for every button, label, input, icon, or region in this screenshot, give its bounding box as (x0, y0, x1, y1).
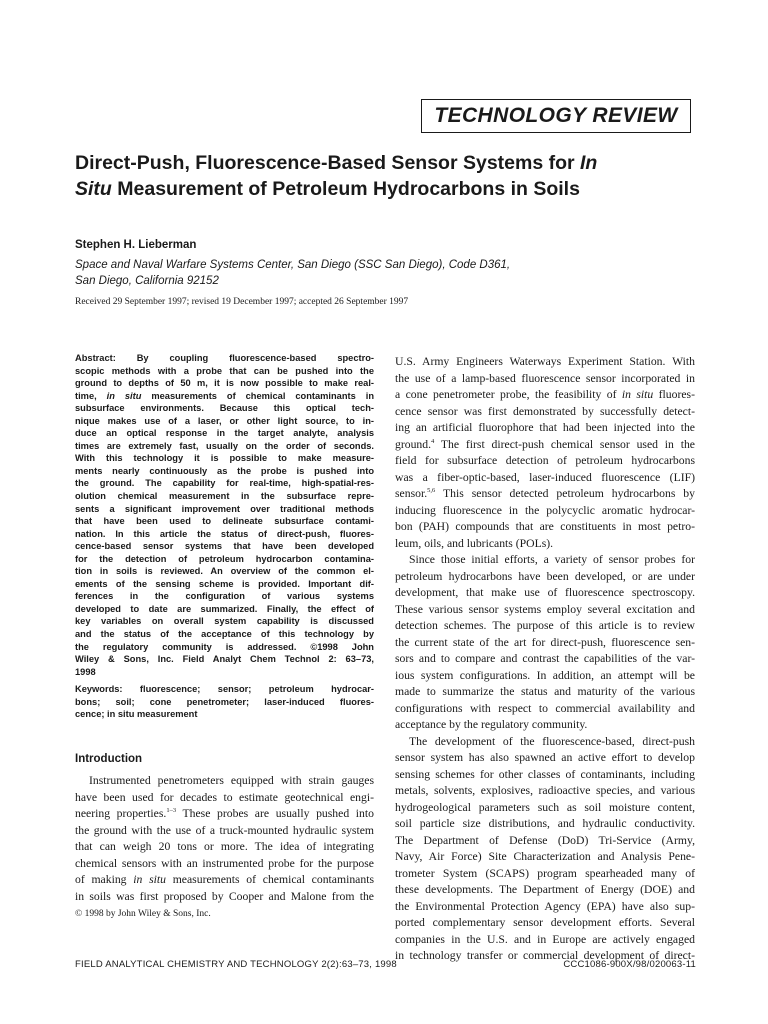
author-name: Stephen H. Lieberman (75, 239, 197, 251)
author-affiliation: Space and Naval Warfare Systems Center, San Diego (SSC San Diego), Code D361, San Diego, California 92152 (75, 259, 511, 287)
ccc-code-footer: CCC1086-900X/98/020063-11 (563, 959, 696, 970)
introduction-text: Instrumented penetrometers equipped with strain gauges have been used for decades to estimate geotechnical engi- neering properties.$^{1-3}$ These probes are usually pushed into the ground with the use of a truck-mounted hydraulic system that can weigh 20 tons or more. The idea of integrating chemical sensors with an instrumented probe for the purpose of making in situ measurements of chemical contaminants in soils was first proposed by Cooper and Malone from the (75, 774, 375, 903)
received-dates: Received 29 September 1997; revised 19 December 1997; accepted 26 September 1997 (75, 297, 409, 307)
abstract: Abstract: By coupling fluorescence-based spectro- scopic methods with a probe that can be pushed into the ground to depths of 50 m, it is now possible to make real- time, in situ measurements of chemical contaminants in subsurface environments. Because this optical tech- nique makes use of a laser, or other light source, to in- duce an optical response in the target analyte, analysis times are extremely fast, usually on the order of seconds. With this technology it is possible to make measure- ments nearly continuously as the probe is pushed into the ground. The capability for real-time, high-spatial-res- olution chemical measurement in the subsurface repre- sents a significant improvement over traditional methods that have been used to delineate subsurface contami- nation. In this article the status of direct-push, fluores- cence-based sensor systems that have been developed for the detection of petroleum hydrocarbon contamina- tion in soils is reviewed. An overview of the common el- ements of the sensing scheme is provided. Important dif- ferences in the configuration of various systems developed to date are summarized. Finally, the effect of key variables on overall system capability is discussed and the status of the acceptance of this technology by the regulatory community is addressed. ©1998 John Wiley & Sons, Inc. Field Analyt Chem Technol 2: 63–73, 1998 (75, 353, 374, 677)
copyright-notice: © 1998 by John Wiley & Sons, Inc. (75, 909, 211, 919)
section-banner: TECHNOLOGY REVIEW (421, 99, 691, 133)
journal-citation-footer: FIELD ANALYTICAL CHEMISTRY AND TECHNOLOGY 2(2):63–73, 1998 (75, 959, 397, 970)
keywords: Keywords: fluorescence; sensor; petroleum hydrocar- bons; soil; cone penetrometer; laser-induced fluores- cence; in situ measurement (75, 684, 374, 720)
right-column-text: U.S. Army Engineers Waterways Experiment Station. With the use of a lamp-based fluorescence sensor incorporated in a cone penetrometer probe, the feasibility of in situ fluores- cence sensor was first demonstrated by successfully detect- ing an artificial fluorophore that had been injected into the ground.$^4$ The first direct-push chemical sensor used in the field for subsurface detection of petroleum hydrocarbons was a fiber-optic-based, laser-induced fluorescence (LIF) sensor.$^{5,6}$ This sensor detected petroleum hydrocarbons by inducing fluorescence in the polycyclic aromatic hydrocar- bon (PAH) compounds that are constituents in most petro- leum, oils, and lubricants (POLs). Since those initial efforts, a variety of sensor probes for petroleum hydrocarbons have been developed, or are under development, that make use of fluorescence spectroscopy. These various sensor systems employ several excitation and detection schemes. The purpose of this article is to review the current state of the art for direct-push, fluorescence sen- sors and to compare and contrast the capabilities of the var- ious system configurations. In addition, an attempt will be made to summarize the status and maturity of the various configurations with respect to commercial availability and acceptance by the regulatory community. The development of the fluorescence-based, direct-push sensor system has also spawned an active effort to develop sensing schemes for other classes of contaminants, including metals, solvents, explosives, radioactive species, and various hydrogeological parameters such as soil moisture content, soil particle size distributions, and hydraulic conductivity. The Department of Defense (DoD) Tri-Service (Army, Navy, Air Force) Site Characterization and Analysis Pene- trometer System (SCAPS) program spearheaded many of these developments. The Department of Energy (DOE) and the Environmental Protection Agency (EPA) have also sup- ported complementary sensor development efforts. Several companies in the U.S. and in Europe are actively engaged in technology transfer or commercial development of direct- (395, 355, 695, 962)
article-title: Direct-Push, Fluorescence-Based Sensor Systems for In Situ Measurement of Petroleum Hydrocarbons in Soils (75, 152, 598, 200)
introduction-heading: Introduction (75, 753, 143, 765)
